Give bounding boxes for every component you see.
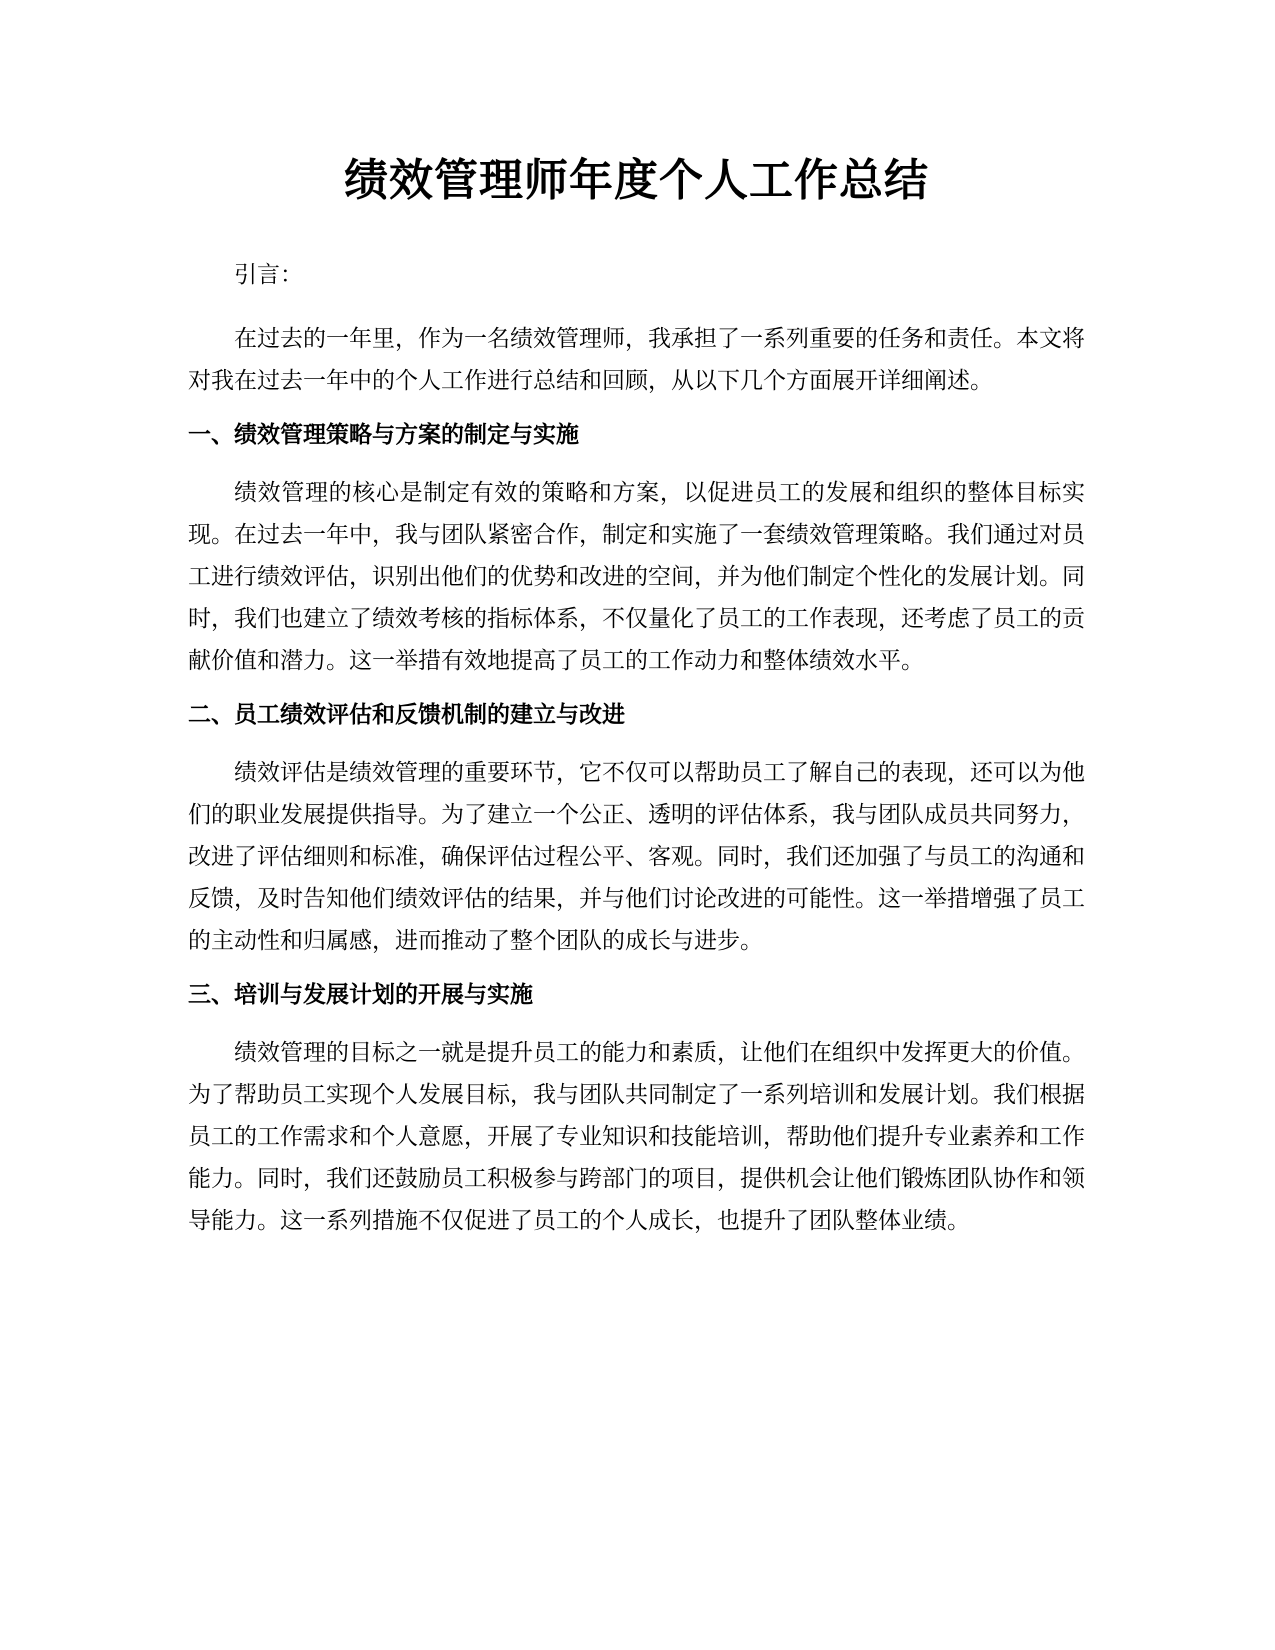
document-title: 绩效管理师年度个人工作总结 <box>344 155 929 206</box>
intro-paragraph: 在过去的一年里，作为一名绩效管理师，我承担了一系列重要的任务和责任。本文将对我在过去一年中的个人工作进行总结和回顾，从以下几个方面展开详细阐述。 <box>188 326 1085 394</box>
section-3-paragraph: 绩效管理的目标之一就是提升员工的能力和素质，让他们在组织中发挥更大的价值。为了帮助员工实现个人发展目标，我与团队共同制定了一系列培训和发展计划。我们根据员工的工作需求和个人意愿，开展了专业知识和技能培训，帮助他们提升专业素养和工作能力。同时，我们还鼓励员工积极参与跨部门的项目，提供机会让他们锻炼团队协作和领导能力。这一系列措施不仅促进了员工的个人成长，也提升了团队整体业绩。 <box>188 1040 1085 1234</box>
section-3-heading: 三、培训与发展计划的开展与实施 <box>188 982 533 1008</box>
section-1-paragraph: 绩效管理的核心是制定有效的策略和方案，以促进员工的发展和组织的整体目标实现。在过去一年中，我与团队紧密合作，制定和实施了一套绩效管理策略。我们通过对员工进行绩效评估，识别出他们的优势和改进的空间，并为他们制定个性化的发展计划。同时，我们也建立了绩效考核的指标体系，不仅量化了员工的工作表现，还考虑了员工的贡献价值和潜力。这一举措有效地提高了员工的工作动力和整体绩效水平。 <box>188 480 1085 674</box>
section-1-heading: 一、绩效管理策略与方案的制定与实施 <box>188 422 579 448</box>
section-2-paragraph: 绩效评估是绩效管理的重要环节，它不仅可以帮助员工了解自己的表现，还可以为他们的职业发展提供指导。为了建立一个公正、透明的评估体系，我与团队成员共同努力，改进了评估细则和标准，确保评估过程公平、客观。同时，我们还加强了与员工的沟通和反馈，及时告知他们绩效评估的结果，并与他们讨论改进的可能性。这一举措增强了员工的主动性和归属感，进而推动了整个团队的成长与进步。 <box>188 760 1085 954</box>
intro-label: 引言： <box>234 262 303 288</box>
section-2-heading: 二、员工绩效评估和反馈机制的建立与改进 <box>188 702 625 728</box>
